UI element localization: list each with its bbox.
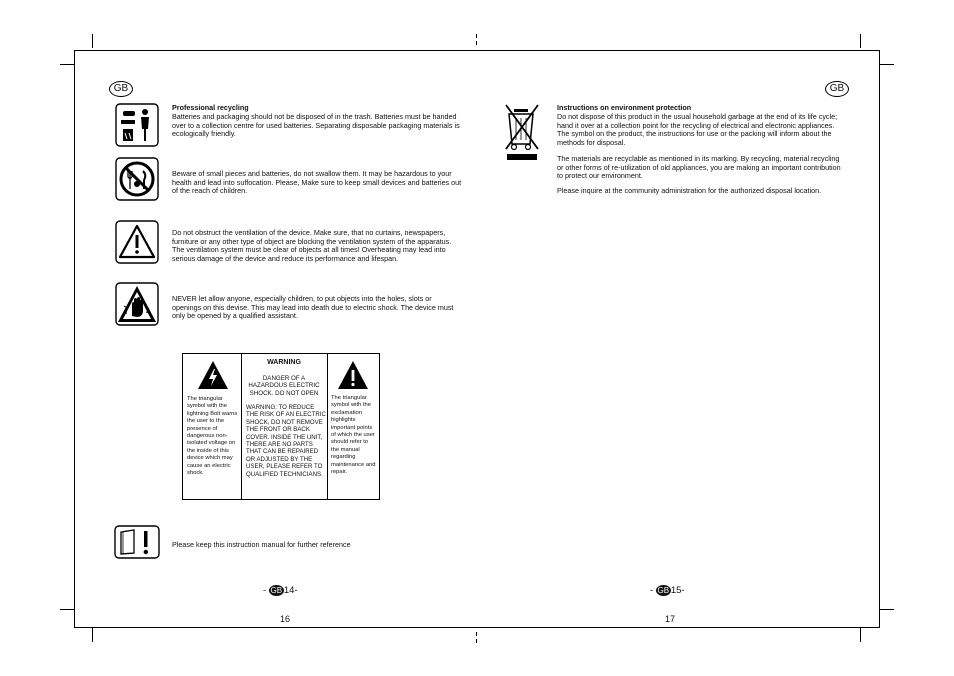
section-text: Batteries and packaging should not be disposed of in the trash. Batteries must be handed over to a collection centre for used batteries. Separating disposable packaging materials is ecologically friendly. xyxy=(172,112,460,139)
lightning-symbol-text: The triangular symbol with the lightning Bolt warns the user to the presence of dangerous non-isolated voltage on the inside of this device which may cause an electric shock. xyxy=(187,396,238,477)
language-badge: GB xyxy=(825,81,849,97)
language-badge: GB xyxy=(109,81,133,97)
manual-book-icon xyxy=(114,525,160,559)
footer-language-badge: GB xyxy=(270,586,283,595)
sheet-number: 17 xyxy=(665,614,676,624)
caution-triangle-icon xyxy=(115,220,159,264)
warning-danger-text: DANGER OF A HAZARDOUS ELECTRIC SHOCK. DO NOT OPEN xyxy=(248,375,320,397)
exclamation-symbol-text: The triangular symbol with the exclamation highlights important points of which the user should refer to the manual regarding maintenance and repair. xyxy=(331,395,376,476)
exclamation-triangle-icon xyxy=(337,360,369,390)
paragraph: Do not dispose of this product in the usual household garbage at the end of its life cycle; hand it over at a collection point for the recycling of electrical and electronic appliances. The symbol on the product, the instructions for use or the packing will inform about the methods for disposal. xyxy=(557,112,838,147)
electric-shock-hand-icon xyxy=(115,282,159,326)
page-footer xyxy=(263,585,298,596)
warning-left-column xyxy=(183,354,242,499)
warning-center-column xyxy=(241,354,328,499)
sheet-number: 16 xyxy=(280,614,291,624)
section-text: Beware of small pieces and batteries, do not swallow them. It may be hazardous to your health and lead into suffocation. Please, Make sure to keep small devices and batteries out of the reach of children. xyxy=(172,169,462,196)
footer-prefix: - xyxy=(263,585,267,597)
page-footer xyxy=(650,585,685,596)
lightning-triangle-icon xyxy=(197,360,229,390)
footer-page: 15- xyxy=(670,585,685,597)
no-swallowing-icon xyxy=(115,157,159,201)
footer-prefix: - xyxy=(650,585,654,597)
paragraph: The materials are recyclable as mentioned in its marking. By recycling, material recycling or other forms of re-utilization of old appliances, you are making an important contribution to protect our environment. xyxy=(557,154,841,181)
warning-title: WARNING xyxy=(267,359,301,366)
footer-page: 14- xyxy=(283,585,298,597)
recycling-bin-icon xyxy=(115,103,159,147)
section-text: Do not obstruct the ventilation of the device. Make sure, that no curtains, newspapers, furniture or any other type of object are blocking the ventilation system of the apparatus. The ventilation system must be clear of objects at all times! Overheating may lead into serious damage of the device and reduce its performance and lifespan. xyxy=(172,228,452,263)
section-title: Instructions on environment protection xyxy=(557,103,692,112)
warning-right-column xyxy=(327,354,379,499)
warning-box xyxy=(182,353,380,500)
crossed-out-bin-icon xyxy=(503,102,541,162)
footer-language-badge: GB xyxy=(657,586,670,595)
manual-note: Please keep this instruction manual for further reference xyxy=(172,540,351,549)
section-text: NEVER let allow anyone, especially children, to put objects into the holes, slots or openings on this devise. This may lead into death due to electric shock. The device must only be opened by a qualified assistant. xyxy=(172,294,454,321)
paragraph: Please inquire at the community administration for the authorized disposal location. xyxy=(557,186,822,195)
warning-center-text: WARNING: TO REDUCE THE RISK OF AN ELECTRIC SHOCK, DO NOT REMOVE THE FRONT OR BACK COVER. INSIDE THE UNIT, THERE ARE NO PARTS THAT CAN BE REPAIRED OR ADJUSTED BY THE USER, PLEASE REFER TO QUALIFIED TECHNICIANS. xyxy=(246,404,326,478)
section-title: Professional recycling xyxy=(172,103,249,112)
